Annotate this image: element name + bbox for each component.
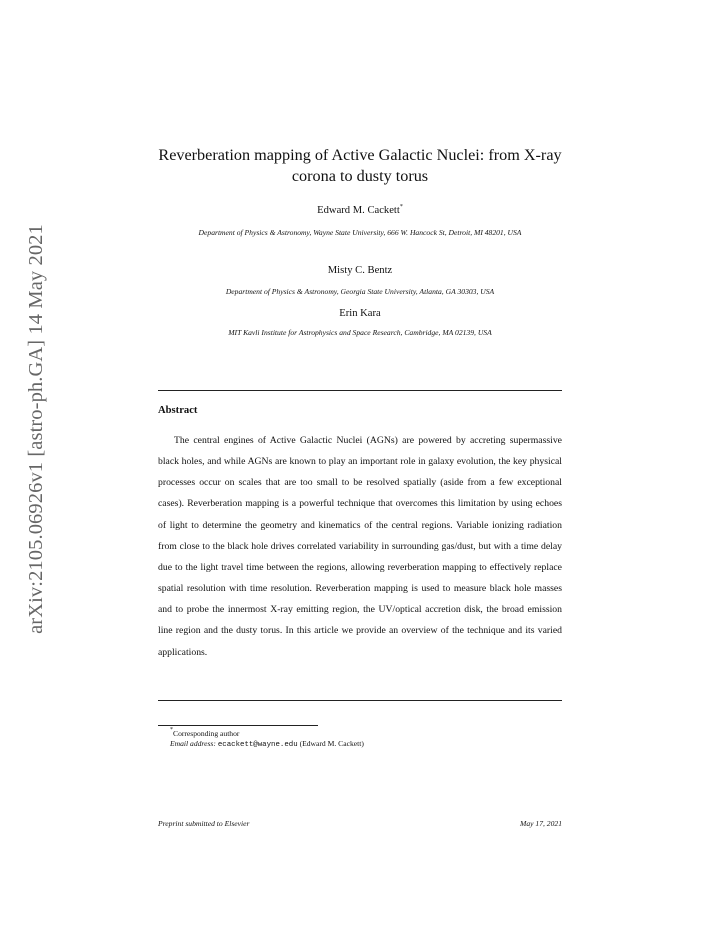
footnote-marker: * xyxy=(170,727,173,733)
preprint-date: May 17, 2021 xyxy=(520,819,562,828)
footnote-email xyxy=(170,738,562,751)
author-affiliation-1: Department of Physics & Astronomy, Wayne State University, 666 W. Hancock St, Detroit, MI 48201, USA xyxy=(198,228,522,237)
email-label: Email address: xyxy=(170,739,216,748)
arxiv-identifier-stamp: arXiv:2105.06926v1 [astro-ph.GA] 14 May 2021 xyxy=(25,224,47,634)
footnote-corresponding-text: Corresponding author xyxy=(173,729,240,738)
abstract-top-rule xyxy=(158,390,562,391)
author-name-text: Edward M. Cackett xyxy=(317,205,400,216)
abstract-bottom-rule xyxy=(158,700,562,701)
author-name-3: Erin Kara xyxy=(339,308,381,319)
footnote-separator xyxy=(158,725,318,726)
abstract-heading: Abstract xyxy=(158,405,198,416)
author-name-2: Misty C. Bentz xyxy=(327,265,393,276)
email-link[interactable]: ecackett@wayne.edu xyxy=(217,741,298,749)
author-name-1 xyxy=(158,204,562,217)
paper-title: Reverberation mapping of Active Galactic Nuclei: from X-ray corona to dusty torus xyxy=(158,146,562,185)
preprint-footer-note: Preprint submitted to Elsevier xyxy=(158,819,250,828)
email-owner: (Edward M. Cackett) xyxy=(299,739,364,748)
author-affiliation-2: Department of Physics & Astronomy, Georgia State University, Atlanta, GA 30303, USA xyxy=(225,287,495,296)
abstract-text: The central engines of Active Galactic Nuclei (AGNs) are powered by accreting supermassive black holes, and while AGNs are known to play an important role in galaxy evolution, the key physical processes occur on scales that are too small to be resolved spatially (aside from a few exceptional cases). Reverberation mapping is a powerful technique that overcomes this limitation by using echoes of light to determine the geometry and kinematics of the central regions. Variable ionizing radiation from close to the black hole drives correlated variability in surrounding gas/dust, but with a time delay due to the light travel time between the regions, allowing reverberation mapping to effectively replace spatial resolution with time resolution. Reverberation mapping is used to measure black hole masses and to probe the innermost X-ray emitting region, the UV/optical accretion disk, the broad emission line region and the dusty torus. In this article we provide an overview of the technique and its varied applications. xyxy=(158,435,562,658)
author-affiliation-3: MIT Kavli Institute for Astrophysics and Space Research, Cambridge, MA 02139, USA xyxy=(228,328,492,337)
author-footnote-marker[interactable]: * xyxy=(399,204,403,210)
